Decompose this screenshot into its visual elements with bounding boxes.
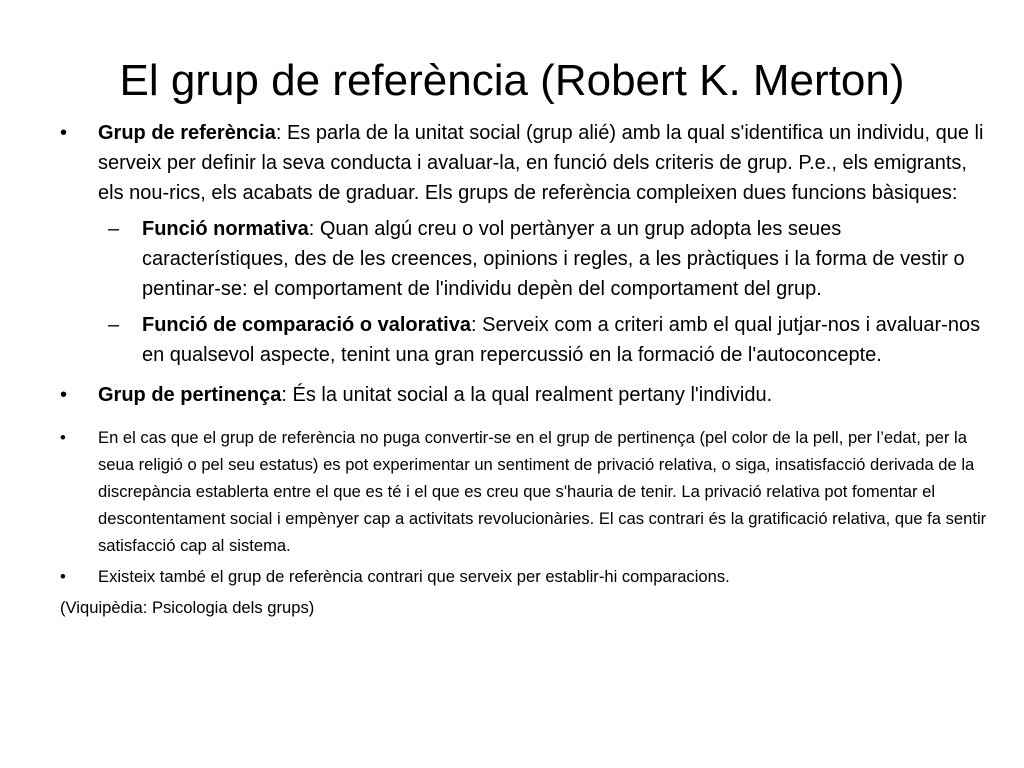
- text-reference-group: : Es parla de la unitat social (grup alié) amb la qual s'identifica un individu, que li serveix per definir la seva conducta i avaluar-la, en funció dels criteris de grup. P.e., els emigrants, els nou-rics, els acabats de graduar. Els grups de referència compleixen dues funcions bàsiques:: [98, 122, 984, 204]
- bullet-item-contrary-group: [60, 563, 990, 590]
- text-relative-deprivation: En el cas que el grup de referència no puga convertir-se en el grup de pertinença (pel color de la pell, per l’edat, per la seua religió o pel seu estatus) es pot experimentar un sentiment de privació relativa, o siga, insatisfacció derivada de la discrepància establerta entre el que es té i el que es creu que s'hauria de tenir. La privació relativa pot fomentar el descontentament social i empènyer cap a activitats revolucionàries. El cas contrari és la gratificació relativa, que fa sentir satisfacció cap al sistema.: [98, 428, 987, 555]
- term-membership-group: Grup de pertinença: [98, 384, 282, 406]
- term-normative-function: Funció normativa: [142, 218, 309, 240]
- bullet-item-membership-group: [60, 380, 990, 410]
- sub-item-comparative-function: [60, 310, 990, 370]
- text-normative-function: : Quan algú creu o vol pertànyer a un grup adopta les seues característiques, des de les creences, opinions i regles, a les pràctiques i la forma de vestir o pentinar-se: el comportament de l'individu depèn del comportament del grup.: [142, 218, 965, 300]
- slide-title: El grup de referència (Robert K. Merton): [119, 56, 905, 106]
- term-comparative-function: Funció de comparació o valorativa: [142, 314, 471, 336]
- bullet-icon: •: [60, 567, 66, 586]
- bullet-item-reference-group: [60, 118, 990, 208]
- bullet-item-relative-deprivation: [60, 424, 990, 559]
- text-contrary-group: Existeix també el grup de referència contrari que serveix per establir-hi comparacions.: [98, 567, 730, 586]
- sub-item-normative-function: [60, 214, 990, 304]
- slide-content: [60, 118, 990, 620]
- text-membership-group: : És la unitat social a la qual realment pertany l'individu.: [281, 384, 773, 406]
- dash-icon: –: [108, 218, 120, 240]
- bullet-icon: •: [60, 122, 68, 144]
- term-reference-group: Grup de referència: [98, 122, 276, 144]
- bullet-icon: •: [60, 428, 66, 447]
- source-citation: (Viquipèdia: Psicologia dels grups): [60, 598, 315, 617]
- bullet-icon: •: [60, 384, 68, 406]
- dash-icon: –: [108, 314, 120, 336]
- text-comparative-function: : Serveix com a criteri amb el qual jutjar-nos i avaluar-nos en qualsevol aspecte, tenint una gran repercussió en la formació de l'autoconcepte.: [142, 314, 981, 366]
